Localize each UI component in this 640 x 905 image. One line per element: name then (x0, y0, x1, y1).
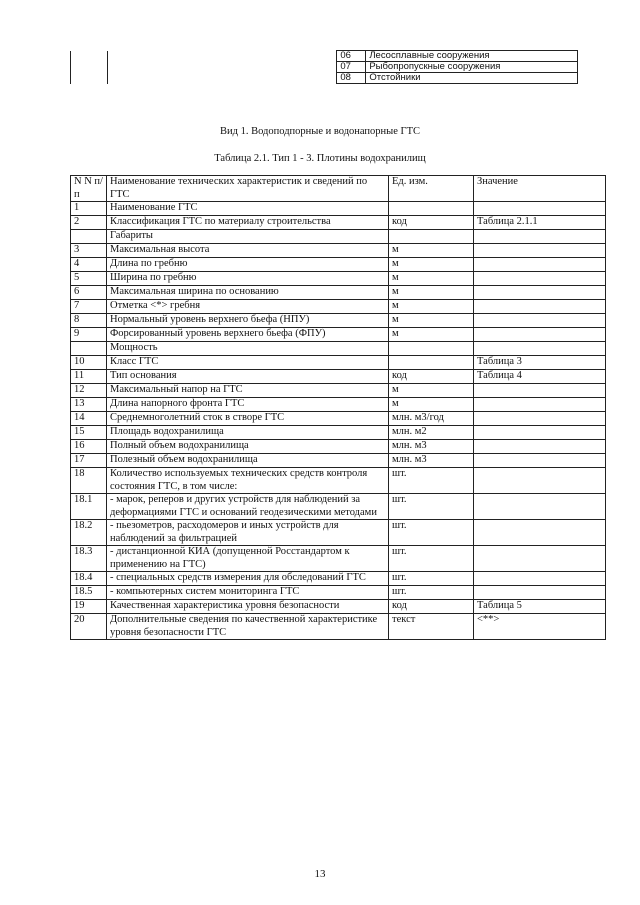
cell-value (474, 546, 606, 572)
table-row (71, 468, 606, 494)
cell-name: Длина по гребню (107, 258, 389, 272)
top-table-blank-cell (107, 73, 336, 84)
top-table-blank-cell (71, 73, 108, 84)
top-table-blank-cell (107, 62, 336, 73)
cell-num: 5 (71, 272, 107, 286)
cell-unit: м (389, 300, 474, 314)
cell-name: Количество используемых технических средств контроля состояния ГТС, в том числе: (107, 468, 389, 494)
cell-unit: м (389, 286, 474, 300)
table-row (71, 244, 606, 258)
header-value: Значение (474, 176, 606, 202)
cell-name: Наименование ГТС (107, 202, 389, 216)
cell-unit: шт. (389, 520, 474, 546)
table-row (71, 286, 606, 300)
cell-name: Классификация ГТС по материалу строительства (107, 216, 389, 230)
cell-name: - дистанционной КИА (допущенной Росстандартом к применению на ГТС) (107, 546, 389, 572)
cell-name: Полный объем водохранилища (107, 440, 389, 454)
table-row (71, 328, 606, 342)
cell-unit: м (389, 272, 474, 286)
top-table (70, 50, 578, 84)
table-row (71, 230, 606, 244)
cell-num: 13 (71, 398, 107, 412)
table-row (71, 546, 606, 572)
cell-name: Отметка <*> гребня (107, 300, 389, 314)
cell-unit: текст (389, 614, 474, 640)
cell-value: Таблица 4 (474, 370, 606, 384)
cell-unit: шт. (389, 586, 474, 600)
cell-value (474, 398, 606, 412)
cell-num: 15 (71, 426, 107, 440)
section-heading: Вид 1. Водоподпорные и водонапорные ГТС (220, 126, 420, 137)
cell-value (474, 412, 606, 426)
cell-value: Таблица 5 (474, 600, 606, 614)
cell-unit: шт. (389, 546, 474, 572)
cell-unit: код (389, 370, 474, 384)
top-table-blank-cell (71, 62, 108, 73)
cell-name: Длина напорного фронта ГТС (107, 398, 389, 412)
cell-num: 18 (71, 468, 107, 494)
cell-name: Тип основания (107, 370, 389, 384)
cell-num: 18.1 (71, 494, 107, 520)
table-row (71, 586, 606, 600)
cell-value: Таблица 2.1.1 (474, 216, 606, 230)
table-row (71, 258, 606, 272)
cell-name: Дополнительные сведения по качественной характеристике уровня безопасности ГТС (107, 614, 389, 640)
cell-num: 10 (71, 356, 107, 370)
cell-value (474, 572, 606, 586)
cell-name: Форсированный уровень верхнего бьефа (ФПУ) (107, 328, 389, 342)
cell-unit (389, 356, 474, 370)
cell-value (474, 258, 606, 272)
cell-name: Площадь водохранилища (107, 426, 389, 440)
table-row (71, 494, 606, 520)
cell-num: 18.4 (71, 572, 107, 586)
table-row (71, 300, 606, 314)
cell-name: Среднемноголетний сток в створе ГТС (107, 412, 389, 426)
cell-value (474, 286, 606, 300)
table-row (71, 272, 606, 286)
table-row (71, 614, 606, 640)
header-unit: Ед. изм. (389, 176, 474, 202)
cell-num: 20 (71, 614, 107, 640)
cell-num: 3 (71, 244, 107, 258)
cell-num: 18.5 (71, 586, 107, 600)
cell-name: Максимальная высота (107, 244, 389, 258)
cell-name: - компьютерных систем мониторинга ГТС (107, 586, 389, 600)
cell-unit: млн. м2 (389, 426, 474, 440)
table-header-row (71, 176, 606, 202)
cell-unit: м (389, 244, 474, 258)
cell-name: - марок, реперов и других устройств для наблюдений за деформациями ГТС и оснований геодезическими методами (107, 494, 389, 520)
cell-value (474, 202, 606, 216)
cell-unit: код (389, 216, 474, 230)
top-table-label: Лесосплавные сооружения (366, 51, 578, 62)
cell-num: 1 (71, 202, 107, 216)
table-row (71, 572, 606, 586)
cell-value (474, 454, 606, 468)
cell-value (474, 342, 606, 356)
header-num: N N п/п (71, 176, 107, 202)
cell-num: 2 (71, 216, 107, 230)
table-row (71, 342, 606, 356)
top-table-blank-cell (107, 51, 336, 62)
cell-value (474, 384, 606, 398)
top-table-row (71, 51, 578, 62)
table-row (71, 202, 606, 216)
top-table-code: 07 (337, 62, 366, 73)
cell-unit (389, 202, 474, 216)
table-caption: Таблица 2.1. Тип 1 - 3. Плотины водохранилищ (214, 153, 426, 164)
cell-unit: м (389, 384, 474, 398)
cell-unit: млн. м3/год (389, 412, 474, 426)
cell-value (474, 440, 606, 454)
table-row (71, 384, 606, 398)
table-row (71, 398, 606, 412)
cell-value (474, 426, 606, 440)
top-table-code: 06 (337, 51, 366, 62)
cell-num: 12 (71, 384, 107, 398)
table-row (71, 216, 606, 230)
cell-name: Максимальный напор на ГТС (107, 384, 389, 398)
cell-name: - специальных средств измерения для обследований ГТС (107, 572, 389, 586)
cell-unit: млн. м3 (389, 454, 474, 468)
characteristics-table (70, 175, 606, 640)
cell-name: - пьезометров, расходомеров и иных устройств для наблюдений за фильтрацией (107, 520, 389, 546)
cell-name: Качественная характеристика уровня безопасности (107, 600, 389, 614)
table-row (71, 520, 606, 546)
cell-name: Ширина по гребню (107, 272, 389, 286)
top-table-label: Рыбопропускные сооружения (366, 62, 578, 73)
cell-value (474, 230, 606, 244)
cell-num: 4 (71, 258, 107, 272)
table-row (71, 454, 606, 468)
cell-name: Максимальная ширина по основанию (107, 286, 389, 300)
cell-value (474, 328, 606, 342)
cell-num: 8 (71, 314, 107, 328)
table-row (71, 356, 606, 370)
cell-unit: м (389, 398, 474, 412)
cell-value (474, 272, 606, 286)
top-table-label: Отстойники (366, 73, 578, 84)
cell-value (474, 300, 606, 314)
cell-value (474, 494, 606, 520)
cell-num: 6 (71, 286, 107, 300)
cell-unit: шт. (389, 468, 474, 494)
header-name: Наименование технических характеристик и сведений по ГТС (107, 176, 389, 202)
cell-value (474, 520, 606, 546)
cell-num: 17 (71, 454, 107, 468)
cell-unit: м (389, 328, 474, 342)
cell-num: 11 (71, 370, 107, 384)
top-table-row (71, 73, 578, 84)
cell-num: 18.3 (71, 546, 107, 572)
top-table-code: 08 (337, 73, 366, 84)
cell-num: 7 (71, 300, 107, 314)
cell-unit: млн. м3 (389, 440, 474, 454)
table-row (71, 370, 606, 384)
cell-num: 19 (71, 600, 107, 614)
cell-value (474, 314, 606, 328)
cell-num: 9 (71, 328, 107, 342)
cell-name: Габариты (107, 230, 389, 244)
cell-unit: шт. (389, 494, 474, 520)
cell-value (474, 586, 606, 600)
table-row (71, 600, 606, 614)
cell-value (474, 468, 606, 494)
cell-value: <**> (474, 614, 606, 640)
cell-name: Полезный объем водохранилища (107, 454, 389, 468)
cell-name: Класс ГТС (107, 356, 389, 370)
cell-unit (389, 342, 474, 356)
cell-unit: шт. (389, 572, 474, 586)
cell-value: Таблица 3 (474, 356, 606, 370)
table-row (71, 426, 606, 440)
cell-unit (389, 230, 474, 244)
table-row (71, 412, 606, 426)
page-number: 13 (314, 868, 326, 880)
top-table-row (71, 62, 578, 73)
cell-num (71, 342, 107, 356)
cell-unit: м (389, 258, 474, 272)
cell-num (71, 230, 107, 244)
cell-num: 16 (71, 440, 107, 454)
cell-name: Мощность (107, 342, 389, 356)
cell-num: 14 (71, 412, 107, 426)
table-row (71, 314, 606, 328)
cell-name: Нормальный уровень верхнего бьефа (НПУ) (107, 314, 389, 328)
cell-unit: код (389, 600, 474, 614)
table-row (71, 440, 606, 454)
cell-num: 18.2 (71, 520, 107, 546)
cell-unit: м (389, 314, 474, 328)
cell-value (474, 244, 606, 258)
top-table-blank-cell (71, 51, 108, 62)
